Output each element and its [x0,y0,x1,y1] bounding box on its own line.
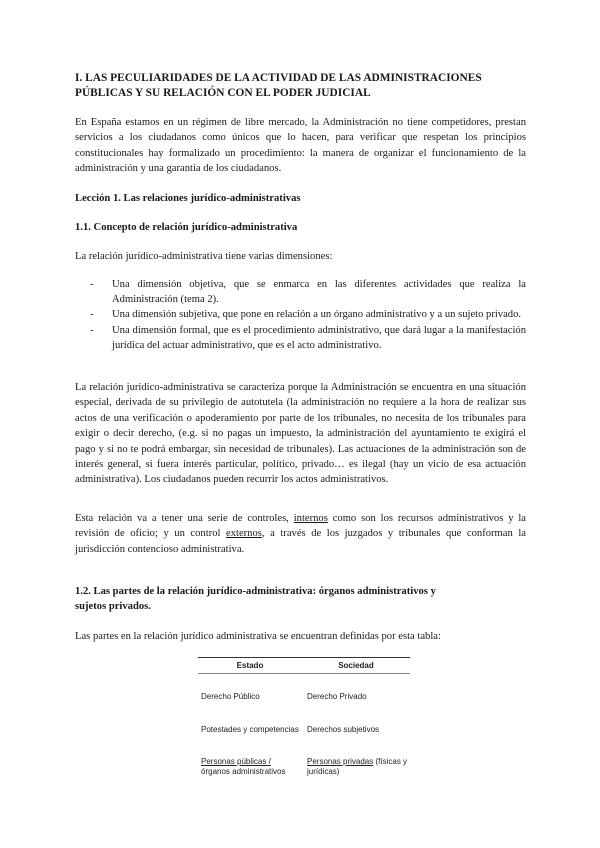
bullet-marker: - [90,279,94,290]
autotutela-paragraph: La relación jurídico-administrativa se caracteriza porque la Administración se encuentra en una situación especial, derivada de su privilegio de autotutela (la administración no requiere a la hora de realizar sus actos de una verificación o apoderamiento por parte de los tribunales, no necesita de los tribunales para exigir o decir derecho, (e.g. si no pagas un impuesto, la administración del ayuntamiento te exigirá el pago y si no te podrá embargar, sin necesidad de tribunales). Las actuaciones de la administración son de interés general, si fuera interés particular, político, privado… es ilegal (hay un vicio de esa actuación administrativa). Los ciudadanos pueden recurrir los actos administrativos. [75,382,526,486]
table-header-estado: Estado [236,661,264,670]
table-cell: Derecho Público [201,692,260,701]
table-cell: Derechos subjetivos [307,725,380,734]
table-cell-rest: (físicas y jurídicas) [307,757,408,776]
document-title: I. LAS PECULIARIDADES DE LA ACTIVIDAD DE LAS ADMINISTRACIONES PÚBLICAS Y SU RELACIÓN CON EL PODER JUDICIAL [75,72,482,99]
table-cell [307,757,417,777]
table-top-rule [198,657,410,658]
list-item-text: Una dimensión objetiva, que se enmarca en las diferentes actividades que realiza la Administración (tema 2). [112,279,526,306]
text-run: , a través de los juzgados y tribunales que conforman la jurisdicción contencioso administrativa. [75,528,526,555]
table-cell-underlined: Personas privadas [307,757,374,766]
bullet-marker: - [90,324,94,336]
table-header-rule [198,673,410,674]
section-2-lead: Las partes en la relación jurídico administrativa se encuentran definidas por esta tabla: [75,631,441,642]
text-run: Esta relación va a tener una serie de controles, [75,513,294,524]
bullet-marker: - [90,309,94,321]
section-1-heading: 1.1. Concepto de relación jurídico-administrativa [75,222,298,233]
list-item-text: Una dimensión subjetiva, que pone en relación a un órgano administrativo y a un sujeto privado. [112,309,522,321]
table-cell: Potestades y competencias [201,725,299,734]
table-cell-rest: órganos administrativos [201,767,286,776]
intro-paragraph: En España estamos en un régimen de libre mercado, la Administración no tiene competidores, prestan servicios a los ciudadanos como únicos que lo hacen, para verificar que respetan los principios constitucionales hay formalizado un procedimiento: la manera de organizar el funcionamiento de la administración y una garantía de los ciudadanos. [75,117,526,175]
table-cell: Derecho Privado [307,692,367,701]
section-2-heading: 1.2. Las partes de la relación jurídico-administrativa: órganos administrativos y sujetos privados. [75,586,436,612]
table-cell-underlined: Personas públicas / [201,757,271,766]
list-item-text: Una dimensión formal, que es el procedimiento administrativo, que dará lugar a la manifestación jurídica del actuar administrativo, que es el acto administrativo. [112,324,526,351]
table-header-sociedad: Sociedad [338,661,374,670]
lesson-heading: Lección 1. Las relaciones jurídico-administrativas [75,193,301,204]
externos-term: externos [226,528,262,540]
text-run: como son los recursos administrativos y la revisión de oficio; y un control [75,513,527,540]
section-1-lead: La relación jurídico-administrativa tiene varias dimensiones: [75,251,333,262]
internos-term: internos [293,513,328,524]
table-cell [201,757,301,777]
